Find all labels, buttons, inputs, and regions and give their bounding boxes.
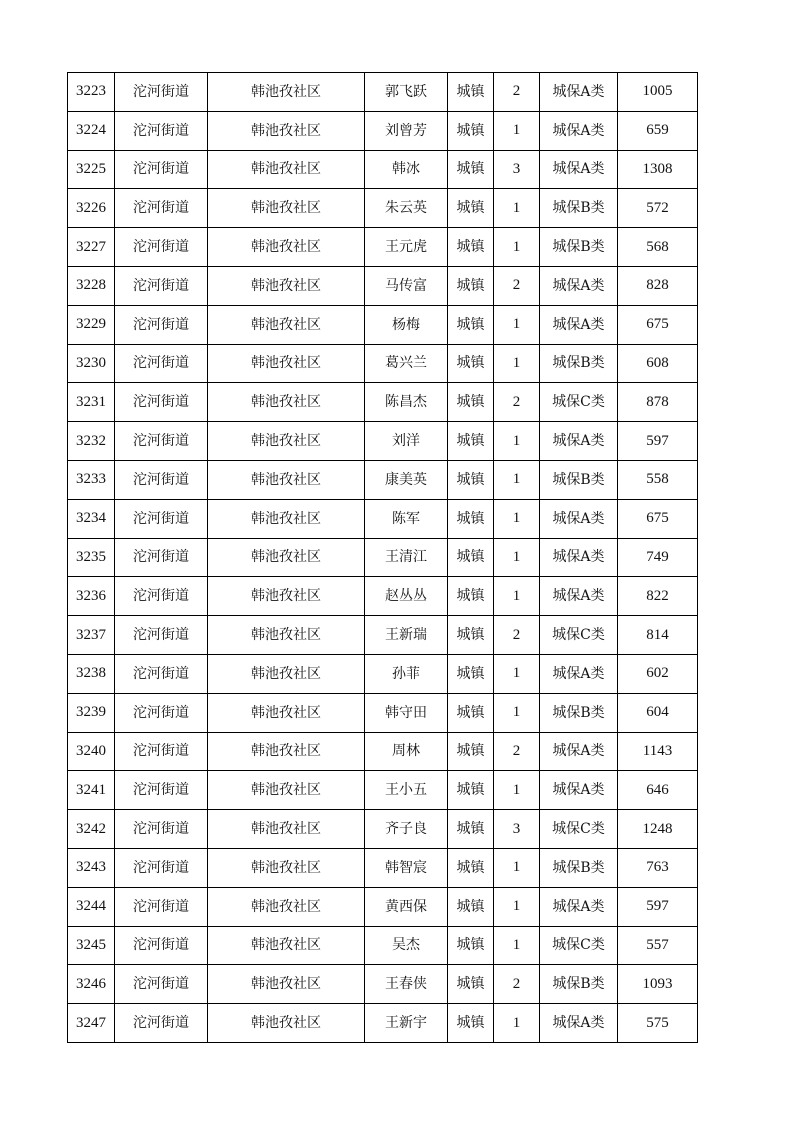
household-size-cell: 2 xyxy=(494,73,540,112)
category-cell: 城保A类 xyxy=(540,422,618,461)
record-id-cell: 3225 xyxy=(68,150,115,189)
household-size-cell: 1 xyxy=(494,460,540,499)
table-row xyxy=(68,1004,698,1043)
table-row xyxy=(68,887,698,926)
table-row xyxy=(68,926,698,965)
name-cell: 齐子良 xyxy=(365,810,448,849)
category-cell: 城保A类 xyxy=(540,887,618,926)
category-cell: 城保B类 xyxy=(540,460,618,499)
table-row xyxy=(68,383,698,422)
name-cell: 杨梅 xyxy=(365,305,448,344)
area-type-cell: 城镇 xyxy=(448,926,494,965)
street-cell: 沱河街道 xyxy=(115,150,208,189)
community-cell: 韩池孜社区 xyxy=(208,693,365,732)
amount-cell: 568 xyxy=(618,228,698,267)
area-type-cell: 城镇 xyxy=(448,499,494,538)
street-cell: 沱河街道 xyxy=(115,965,208,1004)
area-type-cell: 城镇 xyxy=(448,422,494,461)
street-cell: 沱河街道 xyxy=(115,383,208,422)
category-cell: 城保A类 xyxy=(540,771,618,810)
household-size-cell: 1 xyxy=(494,693,540,732)
category-cell: 城保A类 xyxy=(540,577,618,616)
name-cell: 王春侠 xyxy=(365,965,448,1004)
area-type-cell: 城镇 xyxy=(448,848,494,887)
street-cell: 沱河街道 xyxy=(115,848,208,887)
street-cell: 沱河街道 xyxy=(115,538,208,577)
amount-cell: 646 xyxy=(618,771,698,810)
category-cell: 城保A类 xyxy=(540,654,618,693)
household-size-cell: 1 xyxy=(494,422,540,461)
name-cell: 康美英 xyxy=(365,460,448,499)
area-type-cell: 城镇 xyxy=(448,771,494,810)
community-cell: 韩池孜社区 xyxy=(208,499,365,538)
street-cell: 沱河街道 xyxy=(115,810,208,849)
amount-cell: 1248 xyxy=(618,810,698,849)
amount-cell: 602 xyxy=(618,654,698,693)
amount-cell: 597 xyxy=(618,422,698,461)
street-cell: 沱河街道 xyxy=(115,693,208,732)
amount-cell: 1143 xyxy=(618,732,698,771)
record-id-cell: 3227 xyxy=(68,228,115,267)
community-cell: 韩池孜社区 xyxy=(208,965,365,1004)
table-row xyxy=(68,654,698,693)
amount-cell: 572 xyxy=(618,189,698,228)
record-id-cell: 3236 xyxy=(68,577,115,616)
name-cell: 韩守田 xyxy=(365,693,448,732)
household-size-cell: 3 xyxy=(494,810,540,849)
name-cell: 赵丛丛 xyxy=(365,577,448,616)
area-type-cell: 城镇 xyxy=(448,111,494,150)
category-cell: 城保B类 xyxy=(540,344,618,383)
community-cell: 韩池孜社区 xyxy=(208,228,365,267)
category-cell: 城保A类 xyxy=(540,1004,618,1043)
street-cell: 沱河街道 xyxy=(115,616,208,655)
community-cell: 韩池孜社区 xyxy=(208,887,365,926)
area-type-cell: 城镇 xyxy=(448,577,494,616)
category-cell: 城保A类 xyxy=(540,73,618,112)
category-cell: 城保B类 xyxy=(540,965,618,1004)
name-cell: 王新宇 xyxy=(365,1004,448,1043)
table-row xyxy=(68,150,698,189)
street-cell: 沱河街道 xyxy=(115,771,208,810)
name-cell: 韩冰 xyxy=(365,150,448,189)
amount-cell: 822 xyxy=(618,577,698,616)
area-type-cell: 城镇 xyxy=(448,460,494,499)
table-row xyxy=(68,848,698,887)
category-cell: 城保C类 xyxy=(540,383,618,422)
street-cell: 沱河街道 xyxy=(115,654,208,693)
street-cell: 沱河街道 xyxy=(115,266,208,305)
area-type-cell: 城镇 xyxy=(448,887,494,926)
table-row xyxy=(68,577,698,616)
category-cell: 城保C类 xyxy=(540,616,618,655)
category-cell: 城保A类 xyxy=(540,499,618,538)
area-type-cell: 城镇 xyxy=(448,654,494,693)
community-cell: 韩池孜社区 xyxy=(208,577,365,616)
community-cell: 韩池孜社区 xyxy=(208,1004,365,1043)
household-size-cell: 1 xyxy=(494,538,540,577)
record-id-cell: 3247 xyxy=(68,1004,115,1043)
area-type-cell: 城镇 xyxy=(448,344,494,383)
amount-cell: 828 xyxy=(618,266,698,305)
street-cell: 沱河街道 xyxy=(115,111,208,150)
record-id-cell: 3232 xyxy=(68,422,115,461)
community-cell: 韩池孜社区 xyxy=(208,538,365,577)
name-cell: 孙菲 xyxy=(365,654,448,693)
name-cell: 刘洋 xyxy=(365,422,448,461)
name-cell: 王小五 xyxy=(365,771,448,810)
street-cell: 沱河街道 xyxy=(115,305,208,344)
table-row xyxy=(68,111,698,150)
household-size-cell: 2 xyxy=(494,383,540,422)
street-cell: 沱河街道 xyxy=(115,732,208,771)
community-cell: 韩池孜社区 xyxy=(208,460,365,499)
area-type-cell: 城镇 xyxy=(448,538,494,577)
record-id-cell: 3244 xyxy=(68,887,115,926)
table-row xyxy=(68,538,698,577)
street-cell: 沱河街道 xyxy=(115,577,208,616)
record-id-cell: 3231 xyxy=(68,383,115,422)
household-size-cell: 1 xyxy=(494,771,540,810)
table-row xyxy=(68,266,698,305)
category-cell: 城保A类 xyxy=(540,111,618,150)
name-cell: 陈昌杰 xyxy=(365,383,448,422)
table-row xyxy=(68,810,698,849)
street-cell: 沱河街道 xyxy=(115,499,208,538)
street-cell: 沱河街道 xyxy=(115,926,208,965)
amount-cell: 749 xyxy=(618,538,698,577)
name-cell: 韩智宸 xyxy=(365,848,448,887)
record-id-cell: 3245 xyxy=(68,926,115,965)
record-id-cell: 3224 xyxy=(68,111,115,150)
community-cell: 韩池孜社区 xyxy=(208,266,365,305)
record-id-cell: 3241 xyxy=(68,771,115,810)
community-cell: 韩池孜社区 xyxy=(208,848,365,887)
household-size-cell: 2 xyxy=(494,266,540,305)
area-type-cell: 城镇 xyxy=(448,693,494,732)
record-id-cell: 3233 xyxy=(68,460,115,499)
amount-cell: 1093 xyxy=(618,965,698,1004)
street-cell: 沱河街道 xyxy=(115,1004,208,1043)
community-cell: 韩池孜社区 xyxy=(208,111,365,150)
name-cell: 黄西保 xyxy=(365,887,448,926)
amount-cell: 814 xyxy=(618,616,698,655)
amount-cell: 675 xyxy=(618,499,698,538)
area-type-cell: 城镇 xyxy=(448,965,494,1004)
amount-cell: 659 xyxy=(618,111,698,150)
household-size-cell: 1 xyxy=(494,189,540,228)
name-cell: 王清江 xyxy=(365,538,448,577)
area-type-cell: 城镇 xyxy=(448,189,494,228)
community-cell: 韩池孜社区 xyxy=(208,926,365,965)
record-id-cell: 3239 xyxy=(68,693,115,732)
household-size-cell: 1 xyxy=(494,228,540,267)
table-row xyxy=(68,189,698,228)
household-size-cell: 1 xyxy=(494,305,540,344)
area-type-cell: 城镇 xyxy=(448,266,494,305)
household-size-cell: 1 xyxy=(494,577,540,616)
record-id-cell: 3229 xyxy=(68,305,115,344)
name-cell: 吴杰 xyxy=(365,926,448,965)
table-row xyxy=(68,305,698,344)
street-cell: 沱河街道 xyxy=(115,422,208,461)
household-size-cell: 2 xyxy=(494,732,540,771)
household-size-cell: 3 xyxy=(494,150,540,189)
name-cell: 马传富 xyxy=(365,266,448,305)
record-id-cell: 3230 xyxy=(68,344,115,383)
community-cell: 韩池孜社区 xyxy=(208,305,365,344)
table-row xyxy=(68,73,698,112)
category-cell: 城保C类 xyxy=(540,926,618,965)
community-cell: 韩池孜社区 xyxy=(208,150,365,189)
table-row xyxy=(68,771,698,810)
community-cell: 韩池孜社区 xyxy=(208,189,365,228)
amount-cell: 1005 xyxy=(618,73,698,112)
category-cell: 城保C类 xyxy=(540,810,618,849)
category-cell: 城保A类 xyxy=(540,266,618,305)
category-cell: 城保A类 xyxy=(540,305,618,344)
record-id-cell: 3240 xyxy=(68,732,115,771)
table-row xyxy=(68,732,698,771)
record-id-cell: 3235 xyxy=(68,538,115,577)
table-row xyxy=(68,616,698,655)
household-size-cell: 1 xyxy=(494,926,540,965)
amount-cell: 604 xyxy=(618,693,698,732)
amount-cell: 1308 xyxy=(618,150,698,189)
category-cell: 城保B类 xyxy=(540,848,618,887)
name-cell: 王元虎 xyxy=(365,228,448,267)
amount-cell: 878 xyxy=(618,383,698,422)
community-cell: 韩池孜社区 xyxy=(208,771,365,810)
amount-cell: 763 xyxy=(618,848,698,887)
street-cell: 沱河街道 xyxy=(115,887,208,926)
record-id-cell: 3223 xyxy=(68,73,115,112)
category-cell: 城保A类 xyxy=(540,538,618,577)
area-type-cell: 城镇 xyxy=(448,305,494,344)
community-cell: 韩池孜社区 xyxy=(208,422,365,461)
name-cell: 陈军 xyxy=(365,499,448,538)
name-cell: 周林 xyxy=(365,732,448,771)
record-id-cell: 3228 xyxy=(68,266,115,305)
roster-table-body xyxy=(68,73,698,1043)
household-size-cell: 1 xyxy=(494,344,540,383)
roster-table xyxy=(67,72,698,1043)
household-size-cell: 1 xyxy=(494,1004,540,1043)
area-type-cell: 城镇 xyxy=(448,383,494,422)
community-cell: 韩池孜社区 xyxy=(208,810,365,849)
record-id-cell: 3238 xyxy=(68,654,115,693)
amount-cell: 575 xyxy=(618,1004,698,1043)
category-cell: 城保B类 xyxy=(540,693,618,732)
community-cell: 韩池孜社区 xyxy=(208,73,365,112)
street-cell: 沱河街道 xyxy=(115,73,208,112)
amount-cell: 558 xyxy=(618,460,698,499)
household-size-cell: 1 xyxy=(494,887,540,926)
area-type-cell: 城镇 xyxy=(448,73,494,112)
record-id-cell: 3226 xyxy=(68,189,115,228)
table-row xyxy=(68,499,698,538)
area-type-cell: 城镇 xyxy=(448,810,494,849)
area-type-cell: 城镇 xyxy=(448,150,494,189)
street-cell: 沱河街道 xyxy=(115,228,208,267)
category-cell: 城保A类 xyxy=(540,150,618,189)
category-cell: 城保B类 xyxy=(540,228,618,267)
name-cell: 王新瑞 xyxy=(365,616,448,655)
community-cell: 韩池孜社区 xyxy=(208,383,365,422)
household-size-cell: 2 xyxy=(494,616,540,655)
street-cell: 沱河街道 xyxy=(115,189,208,228)
community-cell: 韩池孜社区 xyxy=(208,344,365,383)
record-id-cell: 3242 xyxy=(68,810,115,849)
area-type-cell: 城镇 xyxy=(448,616,494,655)
name-cell: 葛兴兰 xyxy=(365,344,448,383)
table-row xyxy=(68,344,698,383)
amount-cell: 557 xyxy=(618,926,698,965)
street-cell: 沱河街道 xyxy=(115,460,208,499)
record-id-cell: 3234 xyxy=(68,499,115,538)
household-size-cell: 1 xyxy=(494,111,540,150)
table-row xyxy=(68,693,698,732)
community-cell: 韩池孜社区 xyxy=(208,616,365,655)
amount-cell: 675 xyxy=(618,305,698,344)
household-size-cell: 2 xyxy=(494,965,540,1004)
table-row xyxy=(68,965,698,1004)
name-cell: 郭飞跃 xyxy=(365,73,448,112)
category-cell: 城保A类 xyxy=(540,732,618,771)
name-cell: 朱云英 xyxy=(365,189,448,228)
amount-cell: 608 xyxy=(618,344,698,383)
category-cell: 城保B类 xyxy=(540,189,618,228)
table-row xyxy=(68,228,698,267)
table-row xyxy=(68,422,698,461)
record-id-cell: 3246 xyxy=(68,965,115,1004)
household-size-cell: 1 xyxy=(494,499,540,538)
community-cell: 韩池孜社区 xyxy=(208,732,365,771)
table-row xyxy=(68,460,698,499)
community-cell: 韩池孜社区 xyxy=(208,654,365,693)
record-id-cell: 3243 xyxy=(68,848,115,887)
area-type-cell: 城镇 xyxy=(448,1004,494,1043)
area-type-cell: 城镇 xyxy=(448,732,494,771)
record-id-cell: 3237 xyxy=(68,616,115,655)
amount-cell: 597 xyxy=(618,887,698,926)
household-size-cell: 1 xyxy=(494,848,540,887)
area-type-cell: 城镇 xyxy=(448,228,494,267)
household-size-cell: 1 xyxy=(494,654,540,693)
street-cell: 沱河街道 xyxy=(115,344,208,383)
name-cell: 刘曾芳 xyxy=(365,111,448,150)
